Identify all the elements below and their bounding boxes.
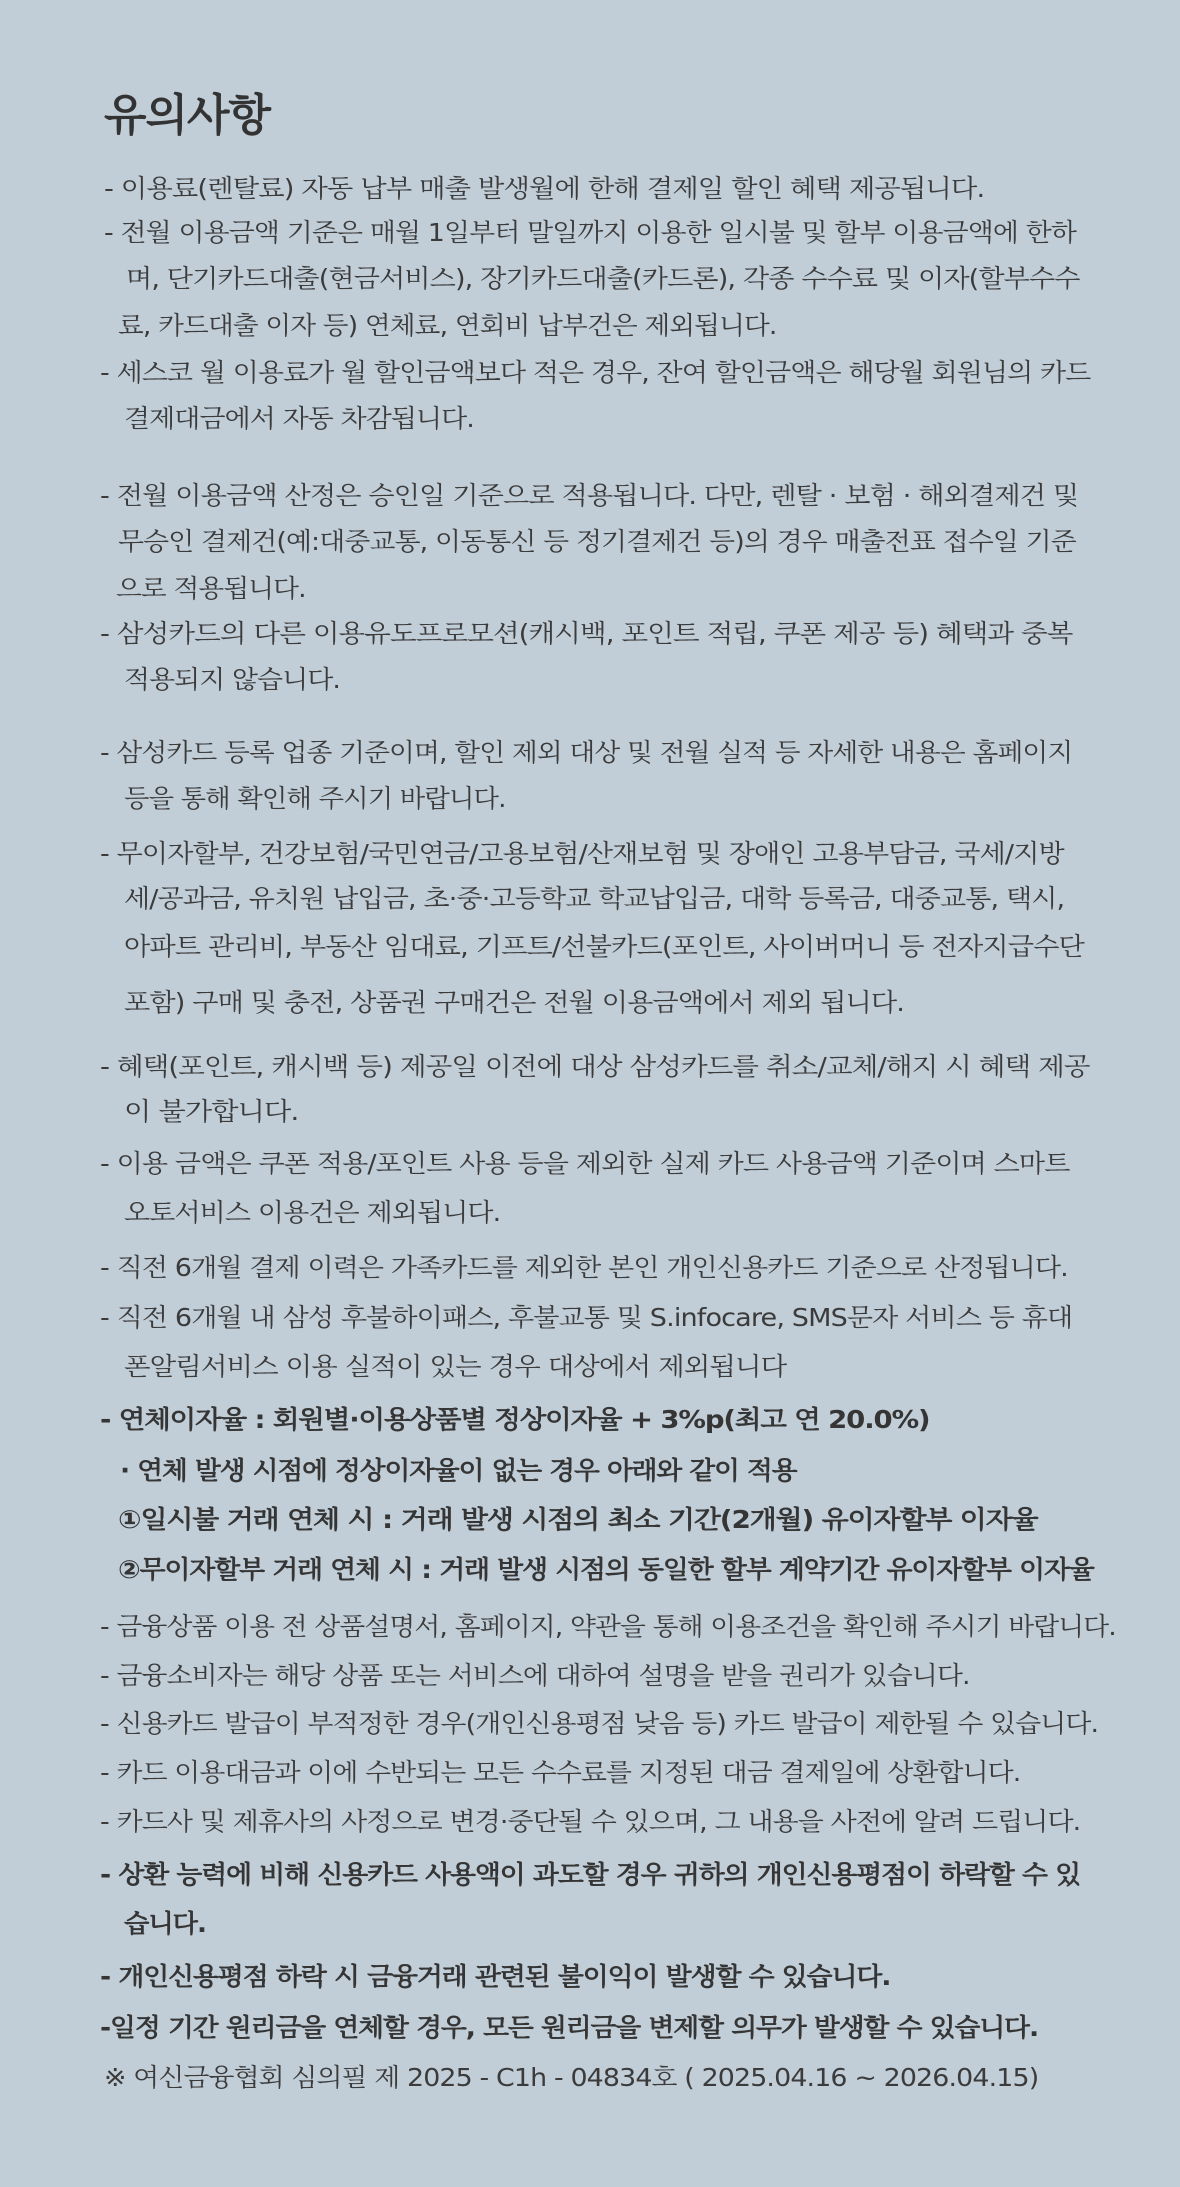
notice-line: 료, 카드대출 이자 등) 연체료, 연회비 납부건은 제외됩니다. (118, 311, 777, 340)
notice-line: -일정 기간 원리금을 연체할 경우, 모든 원리금을 변제할 의무가 발생할 수 있습니다. (100, 2013, 1039, 2042)
notice-line: 으로 적용됩니다. (116, 574, 306, 603)
notice-line: 세/공과금, 유치원 납입금, 초·중·고등학교 학교납입금, 대학 등록금, 대중교통, 택시, (124, 884, 1065, 913)
notice-line: - 카드 이용대금과 이에 수반되는 모든 수수료를 지정된 대금 결제일에 상환합니다. (100, 1758, 1021, 1787)
notice-line: - 상환 능력에 비해 신용카드 사용액이 과도할 경우 귀하의 개인신용평점이 하락할 수 있 (100, 1860, 1081, 1889)
notice-line: - 무이자할부, 건강보험/국민연금/고용보험/산재보험 및 장애인 고용부담금, 국세/지방 (100, 839, 1064, 868)
notice-line: 결제대금에서 자동 차감됩니다. (124, 404, 475, 433)
notice-line: - 세스코 월 이용료가 월 할인금액보다 적은 경우, 잔여 할인금액은 해당월 회원님의 카드 (100, 358, 1091, 387)
notice-line: - 카드사 및 제휴사의 사정으로 변경·중단될 수 있으며, 그 내용을 사전에 알려 드립니다. (100, 1807, 1081, 1836)
notice-line: - 직전 6개월 결제 이력은 가족카드를 제외한 본인 개인신용카드 기준으로 산정됩니다. (100, 1253, 1068, 1282)
notice-line: - 금융소비자는 해당 상품 또는 서비스에 대하여 설명을 받을 권리가 있습니다. (100, 1661, 970, 1690)
notice-line: 며, 단기카드대출(현금서비스), 장기카드대출(카드론), 각종 수수료 및 이자(할부수수 (126, 264, 1080, 293)
notice-line: 아파트 관리비, 부동산 임대료, 기프트/선불카드(포인트, 사이버머니 등 전자지급수단 (124, 932, 1084, 961)
notice-title: 유의사항 (104, 90, 271, 141)
notice-line: 습니다. (124, 1909, 206, 1938)
notice-line: - 신용카드 발급이 부적정한 경우(개인신용평점 낮음 등) 카드 발급이 제한될 수 있습니다. (100, 1709, 1099, 1738)
notice-line: 등을 통해 확인해 주시기 바랍니다. (124, 784, 506, 813)
notice-line: - 직전 6개월 내 삼성 후불하이패스, 후불교통 및 S.infocare, SMS문자 서비스 등 휴대 (100, 1303, 1073, 1332)
notice-line: - 전월 이용금액 기준은 매월 1일부터 말일까지 이용한 일시불 및 할부 이용금액에 한하 (104, 218, 1076, 247)
notice-line: ①일시불 거래 연체 시 : 거래 발생 시점의 최소 기간(2개월) 유이자할부 이자율 (118, 1505, 1038, 1534)
notice-line: - 혜택(포인트, 캐시백 등) 제공일 이전에 대상 삼성카드를 취소/교체/해지 시 혜택 제공 (100, 1052, 1090, 1081)
notice-line: 적용되지 않습니다. (124, 665, 341, 694)
notice-line: - 이용료(렌탈료) 자동 납부 매출 발생월에 한해 결제일 할인 혜택 제공됩니다. (104, 174, 985, 203)
notice-line: - 이용 금액은 쿠폰 적용/포인트 사용 등을 제외한 실제 카드 사용금액 기준이며 스마트 (100, 1149, 1070, 1178)
notice-line: - 개인신용평점 하락 시 금융거래 관련된 불이익이 발생할 수 있습니다. (100, 1962, 891, 1991)
notice-line: - 연체이자율 : 회원별·이용상품별 정상이자율 + 3%p(최고 연 20.0%) (100, 1405, 930, 1434)
notice-line: 무승인 결제건(예:대중교통, 이동통신 등 정기결제건 등)의 경우 매출전표 접수일 기준 (118, 527, 1076, 556)
notice-line: · 연체 발생 시점에 정상이자율이 없는 경우 아래와 같이 적용 (120, 1456, 797, 1485)
notice-line: 이 불가합니다. (124, 1097, 299, 1126)
notice-line: 오토서비스 이용건은 제외됩니다. (124, 1198, 501, 1227)
notice-line: ②무이자할부 거래 연체 시 : 거래 발생 시점의 동일한 할부 계약기간 유이자할부 이자율 (118, 1555, 1094, 1584)
notice-line: 폰알림서비스 이용 실적이 있는 경우 대상에서 제외됩니다 (124, 1352, 787, 1381)
notice-line: - 전월 이용금액 산정은 승인일 기준으로 적용됩니다. 다만, 렌탈 · 보험 · 해외결제건 및 (100, 481, 1079, 510)
notice-line: 포함) 구매 및 충전, 상품권 구매건은 전월 이용금액에서 제외 됩니다. (124, 988, 905, 1017)
notice-line: - 삼성카드의 다른 이용유도프로모션(캐시백, 포인트 적립, 쿠폰 제공 등) 혜택과 중복 (100, 619, 1073, 648)
notice-line: - 삼성카드 등록 업종 기준이며, 할인 제외 대상 및 전월 실적 등 자세한 내용은 홈페이지 (100, 738, 1073, 767)
notice-line: ※ 여신금융협회 심의필 제 2025 - C1h - 04834호 ( 2025.04.16 ~ 2026.04.15) (104, 2063, 1039, 2092)
notice-line: - 금융상품 이용 전 상품설명서, 홈페이지, 약관을 통해 이용조건을 확인해 주시기 바랍니다. (100, 1612, 1116, 1641)
